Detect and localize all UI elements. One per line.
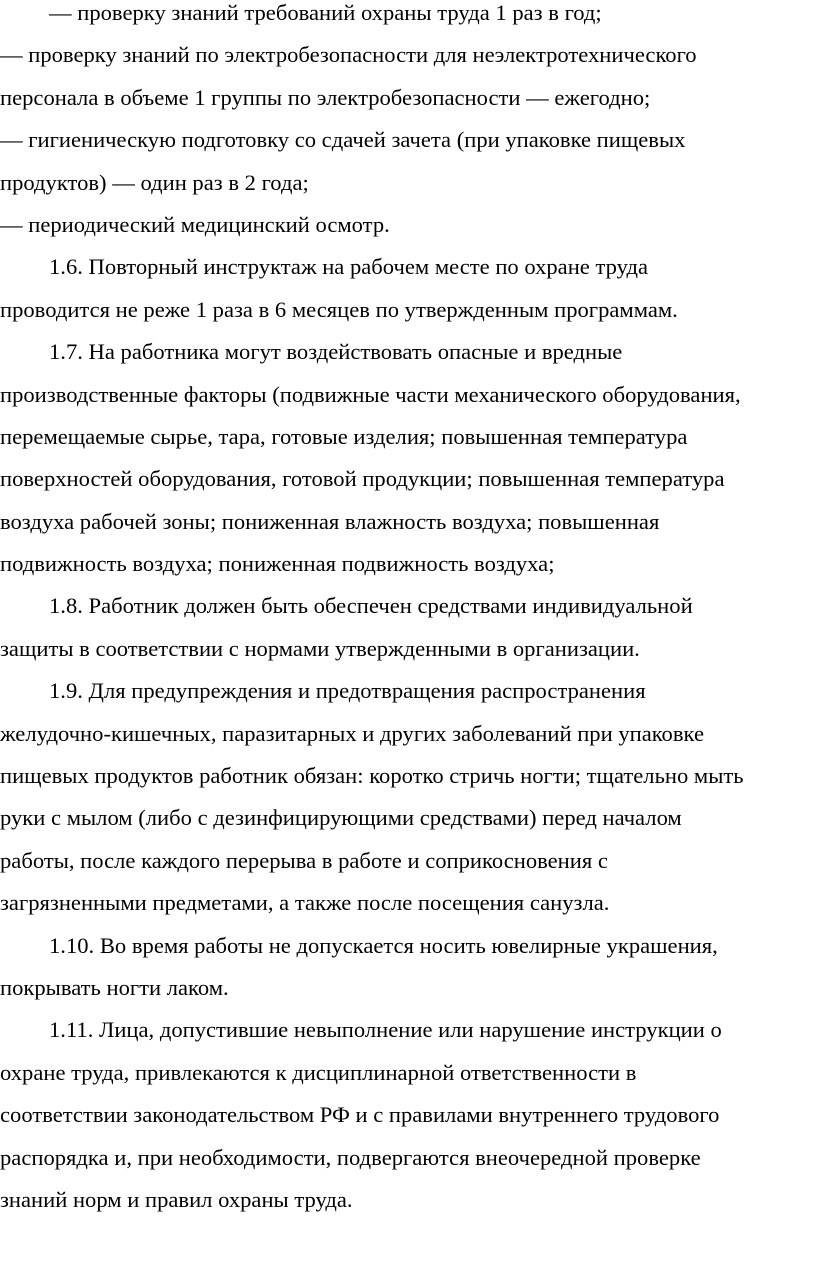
text-line-23: 1.10. Во время работы не допускается носить ювелирные украшения, [49,932,718,958]
text-line-24: покрывать ногти лаком. [0,974,229,1000]
text-line-17: 1.9. Для предупреждения и предотвращения распространения [49,678,646,704]
text-line-2: — проверку знаний по электробезопасности для неэлектротехнического [0,42,697,68]
text-line-22: загрязненными предметами, а также после посещения санузла. [0,890,610,916]
text-line-29: знаний норм и правил охраны труда. [0,1186,353,1212]
text-line-6: — периодический медицинский осмотр. [0,211,390,237]
text-line-16: защиты в соответствии с нормами утвержденными в организации. [0,635,640,661]
text-line-28: распорядка и, при необходимости, подвергаются внеочередной проверке [0,1144,701,1170]
text-line-9: 1.7. На работника могут воздействовать опасные и вредные [49,339,623,365]
text-line-5: продуктов) — один раз в 2 года; [0,169,309,195]
text-line-13: воздуха рабочей зоны; пониженная влажность воздуха; повышенная [0,508,660,534]
text-line-21: работы, после каждого перерыва в работе и соприкосновения с [0,847,608,873]
text-line-20: руки с мылом (либо с дезинфицирующими средствами) перед началом [0,805,682,831]
text-line-7: 1.6. Повторный инструктаж на рабочем месте по охране труда [49,254,649,280]
text-line-10: производственные факторы (подвижные части механического оборудования, [0,381,741,407]
text-line-19: пищевых продуктов работник обязан: коротко стричь ногти; тщательно мыть [0,763,744,789]
text-line-14: подвижность воздуха; пониженная подвижность воздуха; [0,551,555,577]
text-line-26: охране труда, привлекаются к дисциплинарной ответственности в [0,1059,637,1085]
text-line-18: желудочно-кишечных, паразитарных и других заболеваний при упаковке [0,720,704,746]
text-line-3: персонала в объеме 1 группы по электробезопасности — ежегодно; [0,84,651,110]
text-line-1: — проверку знаний требований охраны труда 1 раз в год; [49,0,602,25]
text-line-8: проводится не реже 1 раза в 6 месяцев по утвержденным программам. [0,296,678,322]
text-line-25: 1.11. Лица, допустившие невыполнение или нарушение инструкции о [49,1017,722,1043]
text-line-15: 1.8. Работник должен быть обеспечен средствами индивидуальной [49,593,693,619]
text-line-11: перемещаемые сырье, тара, готовые изделия; повышенная температура [0,423,688,449]
text-line-4: — гигиеническую подготовку со сдачей зачета (при упаковке пищевых [0,127,686,153]
text-line-27: соответствии законодательством РФ и с правилами внутреннего трудового [0,1102,720,1128]
text-line-12: поверхностей оборудования, готовой продукции; повышенная температура [0,466,725,492]
